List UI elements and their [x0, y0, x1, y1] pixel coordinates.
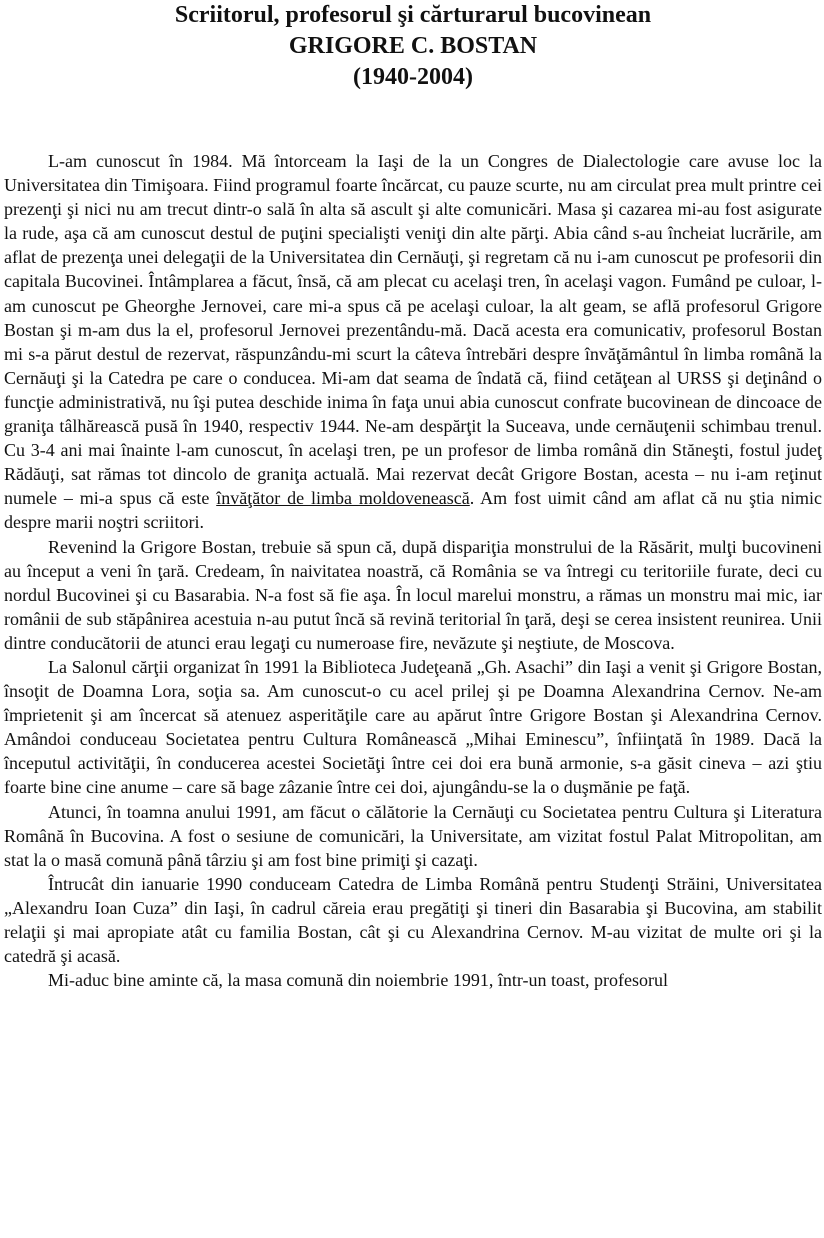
title-line-3: (1940-2004)	[353, 64, 473, 90]
underlined-phrase: învăţător de limba moldovenească	[216, 488, 470, 509]
title-line-1: Scriitorul, profesorul şi cărturarul bucovinean	[174, 2, 652, 28]
paragraph-5: Întrucât din ianuarie 1990 conduceam Catedra de Limba Română pentru Studenţi Străini, Universitatea „Alexandru Ioan Cuza” din Iaşi, în cadrul căreia erau pregătiţi şi tineri din Basarabia şi Bucovina, am stabilit relaţii şi mai apropiate atât cu familia Bostan, cât şi cu Alexandrina Cernov. M-au vizitat de multe ori şi la catedră şi acasă.	[4, 873, 822, 967]
document-title	[4, 0, 822, 93]
paragraph-1-text-a: L-am cunoscut în 1984. Mă întorceam la Iaşi de la un Congres de Dialectologie care avuse loc la Universitatea din Timişoara. Fiind programul foarte încărcat, cu pauze scurte, nu am circulat prea mult printre cei prezenţi şi nici nu am trecut dintr-o sală în alta să ascult şi alte comunicări. Masa şi cazarea mi-au fost asigurate la rude, aşa că am cunoscut destul de puţini specialişti veniţi din alte părţi. Abia când s-au încheiat lucrările, am aflat de prezenţa unei delegaţii de la Universitatea din Cernăuţi, şi regretam că nu i-am cunoscut pe profesorii din capitala Bucovinei. Întâmplarea a făcut, însă, că am plecat cu acelaşi tren, în acelaşi vagon. Fumând pe culoar, l-am cunoscut pe Gheorghe Jernovei, care mi-a spus că pe acelaşi culoar, la alt geam, se află profesorul Grigore Bostan şi m-am dus la el, profesorul Jernovei prezentându-mă. Dacă acesta era comunicativ, profesorul Bostan mi s-a părut destul de rezervat, răspunzându-mi scurt la câteva întrebări despre învăţământul în limba română la Cernăuţi şi la Catedra pe care o conducea. Mi-am dat seama de îndată că, fiind cetăţean al URSS şi deţinând o funcţie administrativă, nu îşi putea deschide inima în faţa unui abia cunoscut confrate bucovinean de dincoace de graniţa tâlhărească pusă în 1940, respectiv 1944. Ne-am despărţit la Suceava, unde cernăuţenii schimbau trenul. Cu 3-4 ani mai înainte l-am cunoscut, în acelaşi tren, pe un profesor de limba română din Stăneşti, fostul judeţ Rădăuţi, sat rămas tot dincolo de graniţa actuală. Mai rezervat decât Grigore Bostan, acesta – nu i-am reţinut numele – mi-a spus că este	[4, 151, 822, 509]
paragraph-3: La Salonul cărţii organizat în 1991 la Biblioteca Judeţeană „Gh. Asachi” din Iaşi a venit şi Grigore Bostan, însoţit de Doamna Lora, soţia sa. Am cunoscut-o cu acel prilej şi pe Doamna Alexandrina Cernov. Ne-am împrietenit şi am încercat să atenuez asperităţile care au apărut între Grigore Bostan şi Alexandrina Cernov. Amândoi conduceau Societatea pentru Cultura Românească „Mihai Eminescu”, înfiinţată în 1989. Dacă la începutul activităţii, în conducerea acestei Societăţi între cei doi era bună armonie, s-a găsit cineva – azi ştiu foarte bine cine anume – care să bage zâzanie între cei doi, ajungându-se la o duşmănie pe faţă.	[4, 656, 822, 798]
paragraph-6: Mi-aduc bine aminte că, la masa comună din noiembrie 1991, într-un toast, profesorul	[48, 970, 668, 991]
article-body	[4, 149, 822, 992]
title-line-2: GRIGORE C. BOSTAN	[288, 33, 538, 59]
paragraph-4: Atunci, în toamna anului 1991, am făcut o călătorie la Cernăuţi cu Societatea pentru Cultura şi Literatura Română în Bucovina. A fost o sesiune de comunicări, la Universitate, am vizitat fostul Palat Mitropolitan, am stat la o masă comună până târziu şi am fost bine primiţi şi cazaţi.	[4, 801, 822, 870]
paragraph-1	[4, 149, 822, 535]
paragraph-1-text-b: . Am fost uimit când am aflat că nu ştia nimic despre marii noştri scriitori.	[4, 488, 822, 533]
paragraph-2: Revenind la Grigore Bostan, trebuie să spun că, după dispariţia monstrului de la Răsărit, mulţi bucovineni au început a veni în ţară. Credeam, în naivitatea noastră, că România se va întregi cu teritoriile furate, deci cu nordul Bucovinei şi cu Basarabia. N-a fost să fie aşa. În locul marelui monstru, a rămas un monstru mai mic, iar românii de sub stăpânirea acestuia n-au putut încă să revină teritorial în ţară, deşi se cerea insistent reunirea. Unii dintre conducătorii de atunci erau legaţi cu numeroase fire, nevăzute şi neştiute, de Moscova.	[4, 536, 822, 653]
